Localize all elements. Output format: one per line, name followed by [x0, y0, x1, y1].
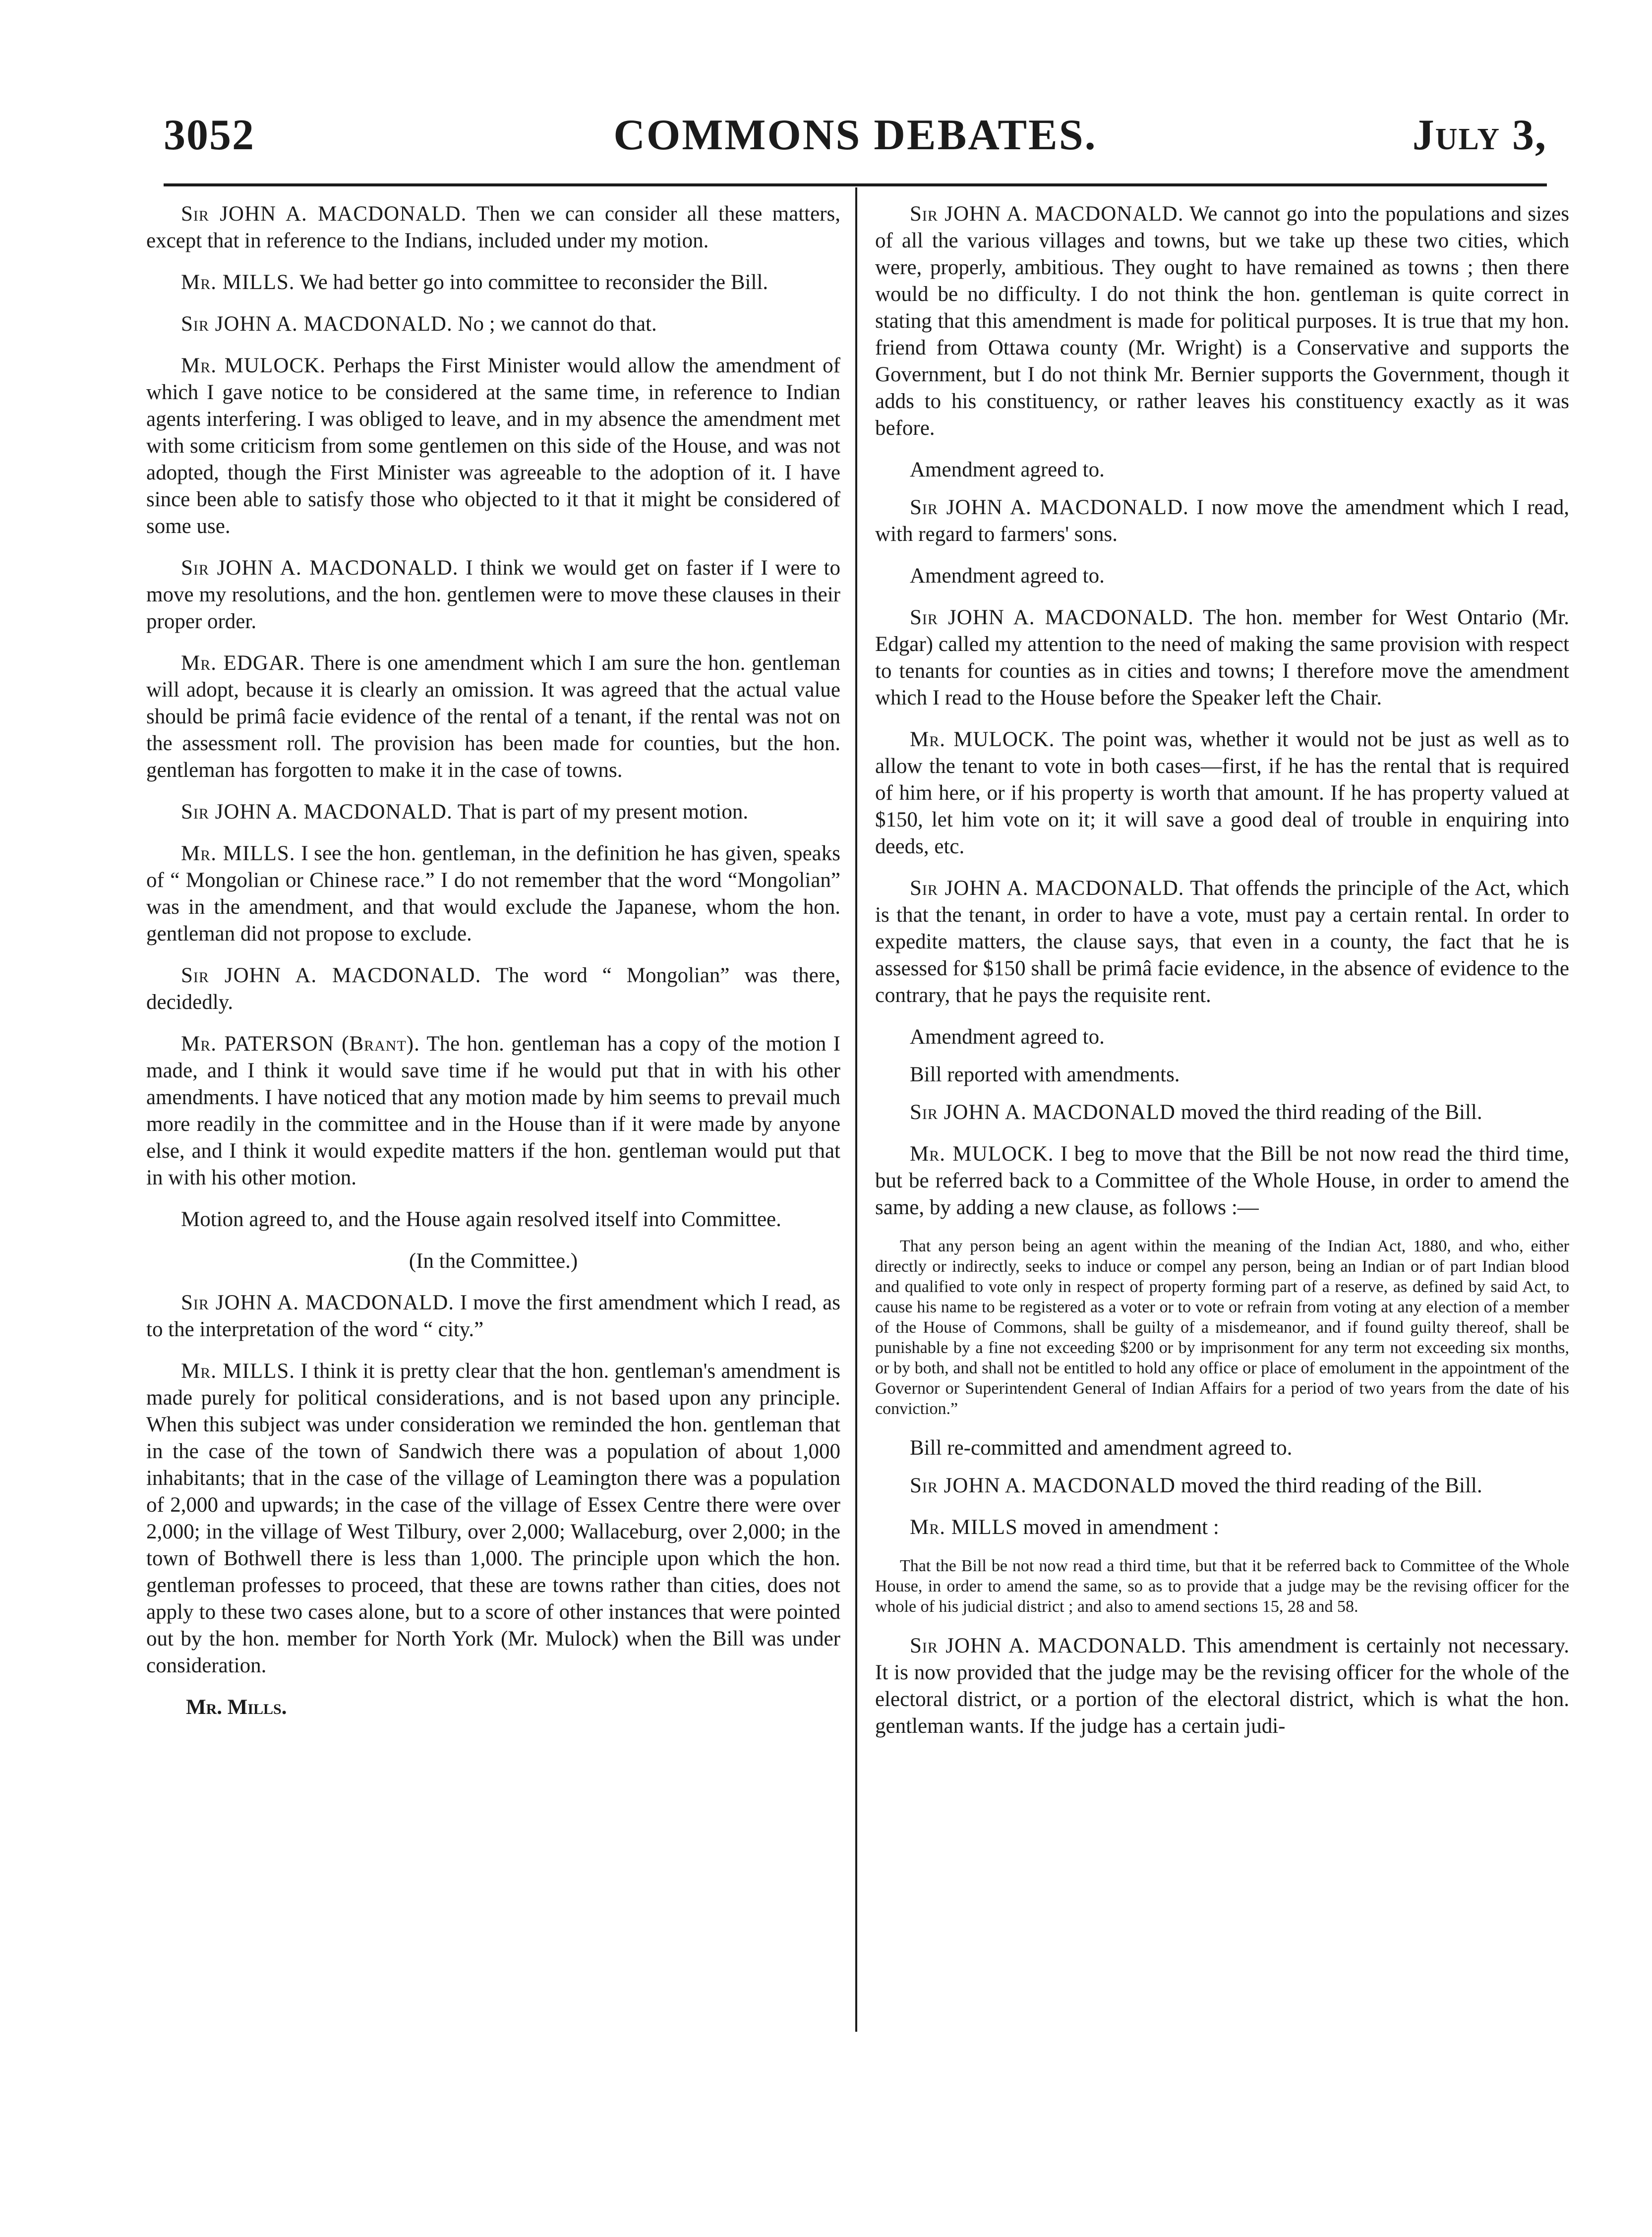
speech-paragraph [146, 1290, 840, 1343]
speaker-name: Mr. MILLS. [181, 842, 295, 865]
speaker-name: Mr. EDGAR. [181, 651, 305, 675]
header-rule [164, 183, 1547, 186]
speech-paragraph [146, 201, 840, 254]
speaker-name: Sir JOHN A. MACDONALD. [181, 202, 467, 226]
speaker-name: Mr. PATERSON (Brant). [181, 1032, 420, 1056]
paragraph-text: The word “ Mongolian” was there, decidedly. [146, 964, 840, 1014]
paragraph-text: This amendment is certainly not necessary. It is now provided that the judge may be the revising officer for the whole of the electoral district, or a portion of the electoral district, which is what the hon. gentleman wants. If the judge has a certain judi- [875, 1634, 1569, 1738]
speech-paragraph [875, 1633, 1569, 1740]
speech-paragraph [146, 840, 840, 947]
catchword: Mr. Mills. [186, 1696, 287, 1719]
speaker-name: Mr. MILLS. [181, 271, 295, 294]
page-header [164, 110, 1547, 170]
speaker-name: Sir JOHN A. MACDONALD. [910, 1634, 1187, 1657]
paragraph-text: That offends the principle of the Act, which is that the tenant, in order to have a vote, must pay a certain rental. In order to expedite matters, the clause says, that even in a county, the fact that he is assessed for $150 shall be primâ facie evidence, in the absence of evidence to the contrary, that he pays the requisite rent. [875, 877, 1569, 1007]
paragraph-text: That is part of my present motion. [457, 800, 749, 824]
speaker-name: Sir JOHN A. MACDONALD. [910, 877, 1184, 900]
paragraph-text: I think we would get on faster if I were to move my resolutions, and the hon. gentlemen were to move these clauses in their proper order. [146, 556, 841, 633]
paragraph-text: I think it is pretty clear that the hon. gentleman's amendment is made purely for political considerations, and is not based upon any principle. When this subject was under consideration we reminded the hon. gentleman that in the case of the town of Sandwich there was a population of about 1,000 inhabitants; that in the case of the village of Leamington there was a population of 2,000 and upwards; in the case of the village of Essex Centre there were over 2,000; in the village of West Tilbury, over 2,000; Wallaceburg, over 2,000; in the town of Bothwell there is less than 1,000. The principle upon which the hon. gentleman professes to proceed, that these are towns rather than cities, does not apply to these two cases alone, but to a score of other instances that were pointed out by the hon. member for North York (Mr. Mulock) when the Bill was under consideration. [146, 1359, 840, 1677]
speaker-name: Mr. MILLS [910, 1516, 1018, 1539]
paragraph-text: The point was, whether it would not be just as well as to allow the tenant to vote in both cases—first, if he has the rental that is required of him here, or if his property is worth that amount. If he has property valued at $150, let him vote on it; it will save a good deal of trouble in enquiring into deeds, etc. [875, 728, 1569, 858]
speech-paragraph [146, 799, 840, 825]
left-column [146, 201, 840, 1721]
speaker-name: Mr. MILLS. [181, 1359, 295, 1383]
speaker-name: Sir JOHN A. MACDONALD [910, 1101, 1176, 1124]
paragraph-text: Motion agreed to, and the House again resolved itself into Committee. [181, 1208, 781, 1231]
speech-paragraph [875, 563, 1569, 589]
speech-paragraph [875, 726, 1569, 860]
paragraph-text: That any person being an agent within the meaning of the Indian Act, 1880, and who, either directly or indirectly, seeks to induce or compel any person, being an Indian or of part Indian blood and qualified to vote only in respect of property forming part of a reserve, as defined by said Act, to cause his name to be registered as a voter or to vote or refrain from voting at any election of a member of the House of Commons, shall be guilty of a misdemeanor, and if found guilty thereof, shall be punishable by a fine not exceeding $200 or by imprisonment for any term not exceeding six months, or by both, and shall not be entitled to hold any office or place of emolument in the appointment of the Governor or Superintendent General of Indian Affairs for a period of two years from the date of his conviction.” [875, 1237, 1569, 1418]
speaker-name: Sir JOHN A. MACDONALD. [181, 964, 481, 987]
speech-paragraph [146, 1358, 840, 1679]
speech-paragraph [875, 201, 1569, 442]
paragraph-text: Perhaps the First Minister would allow the amendment of which I gave notice to be considered at the same time, in reference to Indian agents interfering. I was obliged to leave, and in my absence the amendment met with some criticism from some gentlemen on this side of the House, and was not adopted, though the First Minister was agreeable to the adoption of it. I have since been able to satisfy those who objected to it that it might be considered of some use. [146, 354, 841, 538]
paragraph-text: I now move the amendment which I read, with regard to farmers' sons. [875, 496, 1569, 546]
speaker-name: Sir JOHN A. MACDONALD. [910, 496, 1189, 519]
paragraph-text: moved the third reading of the Bill. [1180, 1101, 1482, 1124]
paragraph-text: Bill re-committed and amendment agreed to. [910, 1436, 1293, 1460]
speech-paragraph [875, 1024, 1569, 1051]
quoted-motion [875, 1236, 1569, 1419]
speech-paragraph [146, 269, 840, 296]
paragraph-text: (In the Committee.) [409, 1249, 578, 1273]
speech-paragraph [146, 353, 840, 540]
page-number: 3052 [164, 111, 255, 159]
speech-paragraph [875, 875, 1569, 1009]
speaker-name: Sir JOHN A. MACDONALD [910, 1474, 1176, 1497]
paragraph-text: Amendment agreed to. [910, 458, 1105, 481]
speech-paragraph [146, 311, 840, 338]
paragraph-text: moved the third reading of the Bill. [1180, 1474, 1482, 1497]
speaker-name: Mr. MULOCK. [910, 728, 1055, 751]
speech-paragraph [146, 650, 840, 784]
paragraph-text: I see the hon. gentleman, in the definition he has given, speaks of “ Mongolian or Chinese race.” I do not remember that the word “Mongolian” was in the amendment, and that would exclude the Japanese, whom the hon. gentleman did not propose to exclude. [146, 842, 840, 945]
speaker-name: Sir JOHN A. MACDONALD. [181, 312, 453, 336]
column-divider [855, 187, 857, 2032]
speech-paragraph [875, 457, 1569, 483]
speaker-name: Sir JOHN A. MACDONALD. [181, 556, 459, 580]
speech-paragraph [875, 494, 1569, 548]
paragraph-text: I beg to move that the Bill be not now read the third time, but be referred back to a Committee of the Whole House, in order to amend the same, by adding a new clause, as follows :— [875, 1142, 1570, 1219]
speaker-name: Sir JOHN A. MACDONALD. [181, 800, 453, 824]
paragraph-text: Then we can consider all these matters, except that in reference to the Indians, included under my motion. [146, 202, 840, 252]
speaker-name: Mr. MULOCK. [910, 1142, 1054, 1166]
speech-paragraph [875, 1472, 1569, 1499]
speaker-name: Sir JOHN A. MACDONALD. [181, 1291, 455, 1314]
paragraph-text: Bill reported with amendments. [910, 1063, 1180, 1086]
speech-paragraph [146, 962, 840, 1016]
speech-paragraph [875, 1514, 1569, 1541]
speech-paragraph [146, 1248, 840, 1275]
speech-paragraph [875, 1061, 1569, 1088]
speech-paragraph [146, 555, 840, 635]
running-title: COMMONS DEBATES. [613, 111, 1097, 159]
running-date: July 3, [1412, 111, 1547, 159]
paragraph-text: Amendment agreed to. [910, 1025, 1105, 1049]
speech-paragraph [146, 1031, 840, 1191]
paragraph-text: The hon. gentleman has a copy of the motion I made, and I think it would save time if he would put that in with his other amendments. I have noticed that any motion made by him seems to prevail much more readily in the committee and in the House than if it were made by anyone else, and I think it would expedite matters if the hon. gentleman would put that in with his other motion. [146, 1032, 840, 1189]
paragraph-text: The hon. member for West Ontario (Mr. Edgar) called my attention to the need of making the same provision with respect to tenants for counties as in cities and towns; I therefore move the amendment which I read to the House before the Speaker left the Chair. [875, 606, 1569, 709]
right-column [875, 201, 1569, 1755]
paragraph-text: There is one amendment which I am sure the hon. gentleman will adopt, because it is clearly an omission. It was agreed that the actual value should be primâ facie evidence of the rental of a tenant, if the rental was not on the assessment roll. The provision has been made for counties, but the hon. gentleman has forgotten to make it in the case of towns. [146, 651, 840, 782]
speech-paragraph [146, 1206, 840, 1233]
paragraph-text: That the Bill be not now read a third time, but that it be referred back to Committee of the Whole House, in order to amend the same, so as to provide that a judge may be the revising officer for the whole of his judicial district ; and also to amend sections 15, 28 and 58. [875, 1557, 1569, 1616]
paragraph-text: We cannot go into the populations and sizes of all the various villages and towns, but we take up these two cities, which were, properly, ambitious. They ought to have remained as towns ; then there would be no difficulty. I do not think the hon. gentleman is quite correct in stating that this amendment is made for political purposes. It is true that my hon. friend from Ottawa county (Mr. Wright) is a Conservative and supports the Government, but I do not think Mr. Bernier supports the Government, though it adds to his constituency, or rather leaves his constituency exactly as it was before. [875, 202, 1569, 440]
paragraph-text: Amendment agreed to. [910, 564, 1105, 588]
speaker-name: Mr. MULOCK. [181, 354, 326, 377]
paragraph-text: I move the first amendment which I read, as to the interpretation of the word “ city.” [146, 1291, 840, 1341]
paragraph-text: We had better go into committee to reconsider the Bill. [299, 271, 768, 294]
speaker-name: Sir JOHN A. MACDONALD. [910, 202, 1184, 226]
paragraph-text: No ; we cannot do that. [458, 312, 657, 336]
paragraph-text: moved in amendment : [1023, 1516, 1219, 1539]
speech-paragraph [875, 1141, 1569, 1221]
speech-paragraph [875, 604, 1569, 711]
speaker-name: Sir JOHN A. MACDONALD. [910, 606, 1194, 629]
quoted-motion [875, 1556, 1569, 1617]
speech-paragraph [875, 1435, 1569, 1462]
speech-paragraph [875, 1099, 1569, 1126]
